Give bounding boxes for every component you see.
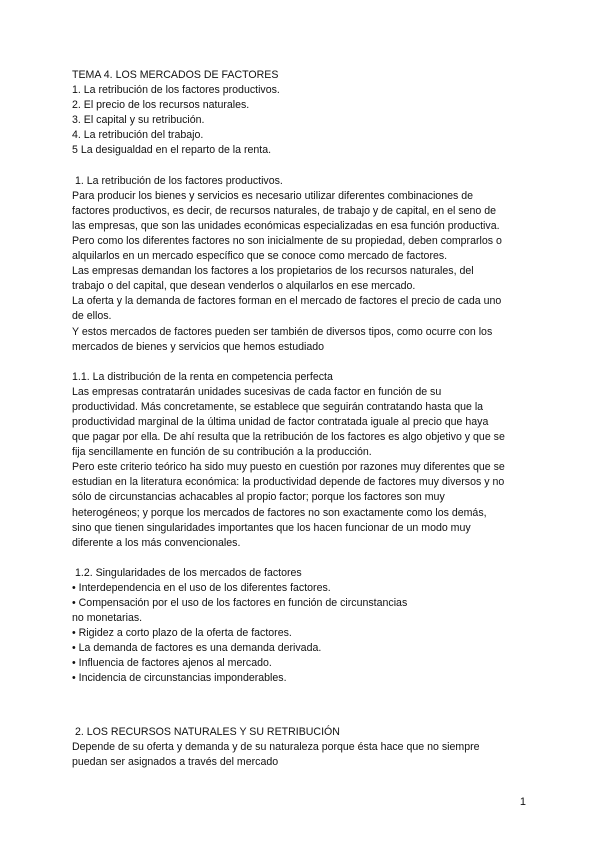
section-1-1: [72, 370, 542, 551]
section-heading: 2. LOS RECURSOS NATURALES Y SU RETRIBUCIÓN: [75, 725, 340, 738]
paragraph-line: productividad. Más concretamente, se establece que seguirán contratando hasta que la: [72, 400, 484, 413]
paragraph-line: Las empresas contratarán unidades sucesivas de cada factor en función de su: [72, 385, 442, 398]
toc-item: 1. La retribución de los factores productivos.: [72, 84, 280, 97]
list-item: • Compensación por el uso de los factores en función de circunstancias: [72, 597, 408, 609]
section-heading: 1. La retribución de los factores productivos.: [75, 174, 283, 187]
page-number: 1: [519, 796, 526, 808]
paragraph-line: puedan ser asignados a través del mercado: [72, 755, 279, 768]
toc-item: 2. El precio de los recursos naturales.: [72, 99, 250, 112]
toc-item: 3. El capital y su retribución.: [72, 114, 205, 127]
paragraph-line: trabajo o del capital, que desean venderlos o alquilarlos en ese mercado.: [72, 280, 416, 293]
section-1: [72, 174, 542, 355]
toc: [72, 68, 542, 159]
paragraph-line: La oferta y la demanda de factores forman en el mercado de factores el precio de cada uno: [72, 295, 502, 308]
section-heading: 1.1. La distribución de la renta en competencia perfecta: [72, 370, 333, 383]
paragraph-line: Y estos mercados de factores pueden ser también de diversos tipos, como ocurre con los: [72, 325, 493, 338]
paragraph-line: Las empresas demandan los factores a los propietarios de los recursos naturales, del: [72, 265, 474, 278]
list-item: • Interdependencia en el uso de los diferentes factores.: [72, 581, 331, 594]
toc-title: TEMA 4. LOS MERCADOS DE FACTORES: [72, 69, 279, 81]
section-1-2: [72, 566, 542, 687]
paragraph-line: fija sencillamente en función de su contribución a la producción.: [72, 446, 372, 459]
paragraph-line: heterogéneos; y porque los mercados de factores no son exactamente como los demás,: [72, 506, 487, 519]
paragraph-line: Para producir los bienes y servicios es necesario utilizar diferentes combinaciones de: [72, 189, 473, 202]
paragraph-line: Depende de su oferta y demanda y de su naturaleza porque ésta hace que no siempre: [72, 740, 480, 753]
list-item: • La demanda de factores es una demanda derivada.: [72, 642, 322, 655]
paragraph-line: de ellos.: [72, 310, 112, 323]
section-2: [72, 725, 542, 770]
document-page: [72, 68, 542, 770]
list-item: • Incidencia de circunstancias imponderables.: [72, 672, 287, 685]
toc-item: 5 La desigualdad en el reparto de la renta.: [72, 144, 272, 157]
list-item: • Rigidez a corto plazo de la oferta de factores.: [72, 627, 292, 640]
toc-item: 4. La retribución del trabajo.: [72, 129, 204, 142]
paragraph-line: estudian en la literatura económica: la productividad depende de factores muy diversos y no: [72, 476, 505, 489]
paragraph-line: alquilarlos en un mercado específico que se conoce como mercado de factores.: [72, 250, 448, 263]
paragraph-line: mercados de bienes y servicios que hemos estudiado: [72, 340, 325, 353]
paragraph-line: sino que tienen singularidades importantes que los hacen funcionar de un modo muy: [72, 521, 471, 534]
paragraph-line: Pero como los diferentes factores no son inicialmente de su propiedad, deben comprarlos o: [72, 234, 502, 247]
paragraph-line: Pero este criterio teórico ha sido muy puesto en cuestión por razones muy diferentes que se: [72, 461, 505, 474]
paragraph-line: diferente a los más convencionales.: [72, 536, 241, 549]
paragraph-line: productividad marginal de la última unidad de factor contratada iguale al precio que haya: [72, 415, 489, 428]
paragraph-line: sólo de circunstancias achacables al propio factor; porque los factores son muy: [72, 491, 445, 504]
list-item: no monetarias.: [72, 612, 143, 625]
paragraph-line: factores productivos, es decir, de recursos naturales, de trabajo y de capital, en el seno de: [72, 204, 496, 217]
paragraph-line: las empresas, que son las unidades económicas especializadas en esa función productiva.: [72, 219, 500, 232]
section-heading: 1.2. Singularidades de los mercados de factores: [75, 566, 302, 579]
list-item: • Influencia de factores ajenos al mercado.: [72, 657, 272, 670]
paragraph-line: que pagar por ella. De ahí resulta que la retribución de los factores es algo objetivo y que se: [72, 431, 505, 444]
